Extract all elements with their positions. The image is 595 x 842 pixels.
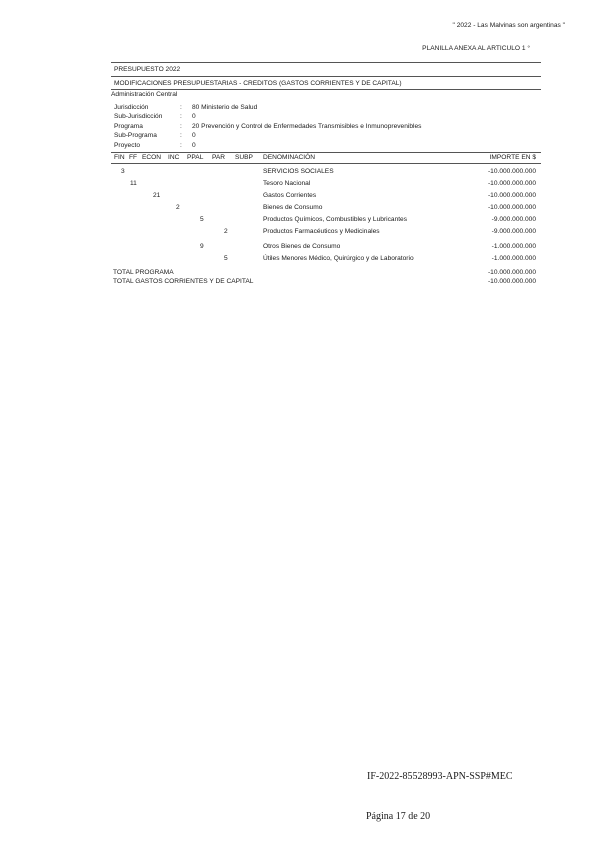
budget-title: PRESUPUESTO 2022 [114,66,181,73]
row-code: 2 [224,228,228,235]
col-inc: INC [168,154,180,161]
rule-3 [111,89,541,90]
row-code: 5 [224,255,228,262]
row-amount: -10.000.000.000 [487,168,536,175]
col-subp: SUBP [235,154,253,161]
row-code: 9 [200,243,204,250]
row-code: 21 [153,192,161,199]
row-code: 5 [200,216,204,223]
modifications-title: MODIFICACIONES PRESUPUESTARIAS - CREDITOS (GASTOS CORRIENTES Y DE CAPITAL) [114,80,402,87]
row-code: 3 [121,168,125,175]
programa-label: Programa [114,123,143,130]
jurisdiccion-colon: : [180,104,182,111]
proyecto-colon: : [180,142,182,149]
header-motto: " 2022 - Las Malvinas son argentinas " [452,22,565,29]
row-amount: -1.000.000.000 [491,243,536,250]
page-number: Página 17 de 20 [366,811,431,822]
row-denominacion: Tesoro Nacional [263,180,311,187]
row-amount: -1.000.000.000 [491,255,536,262]
row-amount: -9.000.000.000 [491,216,536,223]
rule-columns-bottom [111,163,541,164]
total-programa-label: TOTAL PROGRAMA [113,269,174,276]
row-denominacion: Productos Químicos, Combustibles y Lubricantes [263,216,408,223]
admin-label: Administración Central [111,91,178,98]
row-code: 11 [130,180,137,187]
proyecto-value: 0 [192,142,196,149]
row-denominacion: Bienes de Consumo [263,204,323,211]
jurisdiccion-label: Jurisdicción [114,104,149,111]
rule-top [111,62,541,63]
subprograma-colon: : [180,132,182,139]
subjurisdiccion-value: 0 [192,113,196,120]
col-denominacion: DENOMINACIÓN [263,154,316,161]
row-denominacion: Útiles Menores Médico, Quirúrgico y de Laboratorio [263,255,414,262]
total-programa-amount: -10.000.000.000 [487,269,536,276]
col-importe: IMPORTE EN $ [489,154,536,161]
row-denominacion: Productos Farmacéuticos y Medicinales [263,228,380,235]
row-code: 2 [176,204,180,211]
row-amount: -10.000.000.000 [487,192,536,199]
rule-columns-top [111,152,541,153]
document-id: IF-2022-85528993-APN-SSP#MEC [367,771,513,782]
rule-2 [111,76,541,77]
col-ff: FF [129,154,138,161]
row-denominacion: SERVICIOS SOCIALES [263,168,334,175]
jurisdiccion-value: 80 Ministerio de Salud [192,104,258,111]
programa-value: 20 Prevención y Control de Enfermedades Transmisibles e Inmunoprevenibles [192,123,422,130]
col-econ: ECON [142,154,162,161]
proyecto-label: Proyecto [114,142,141,149]
col-ppal: PPAL [187,154,204,161]
row-amount: -10.000.000.000 [487,204,536,211]
col-par: PAR [212,154,226,161]
col-fin: FIN [114,154,125,161]
total-gastos-amount: -10.000.000.000 [487,278,536,285]
row-denominacion: Otros Bienes de Consumo [263,243,341,250]
row-denominacion: Gastos Corrientes [263,192,317,199]
row-amount: -9.000.000.000 [491,228,536,235]
total-gastos-label: TOTAL GASTOS CORRIENTES Y DE CAPITAL [113,278,254,285]
row-amount: -10.000.000.000 [487,180,536,187]
subprograma-value: 0 [192,132,196,139]
subprograma-label: Sub-Programa [114,132,157,139]
subjurisdiccion-colon: : [180,113,182,120]
programa-colon: : [180,123,182,130]
subjurisdiccion-label: Sub-Jurisdicción [114,113,163,120]
annex-title: PLANILLA ANEXA AL ARTICULO 1 ° [422,45,530,52]
